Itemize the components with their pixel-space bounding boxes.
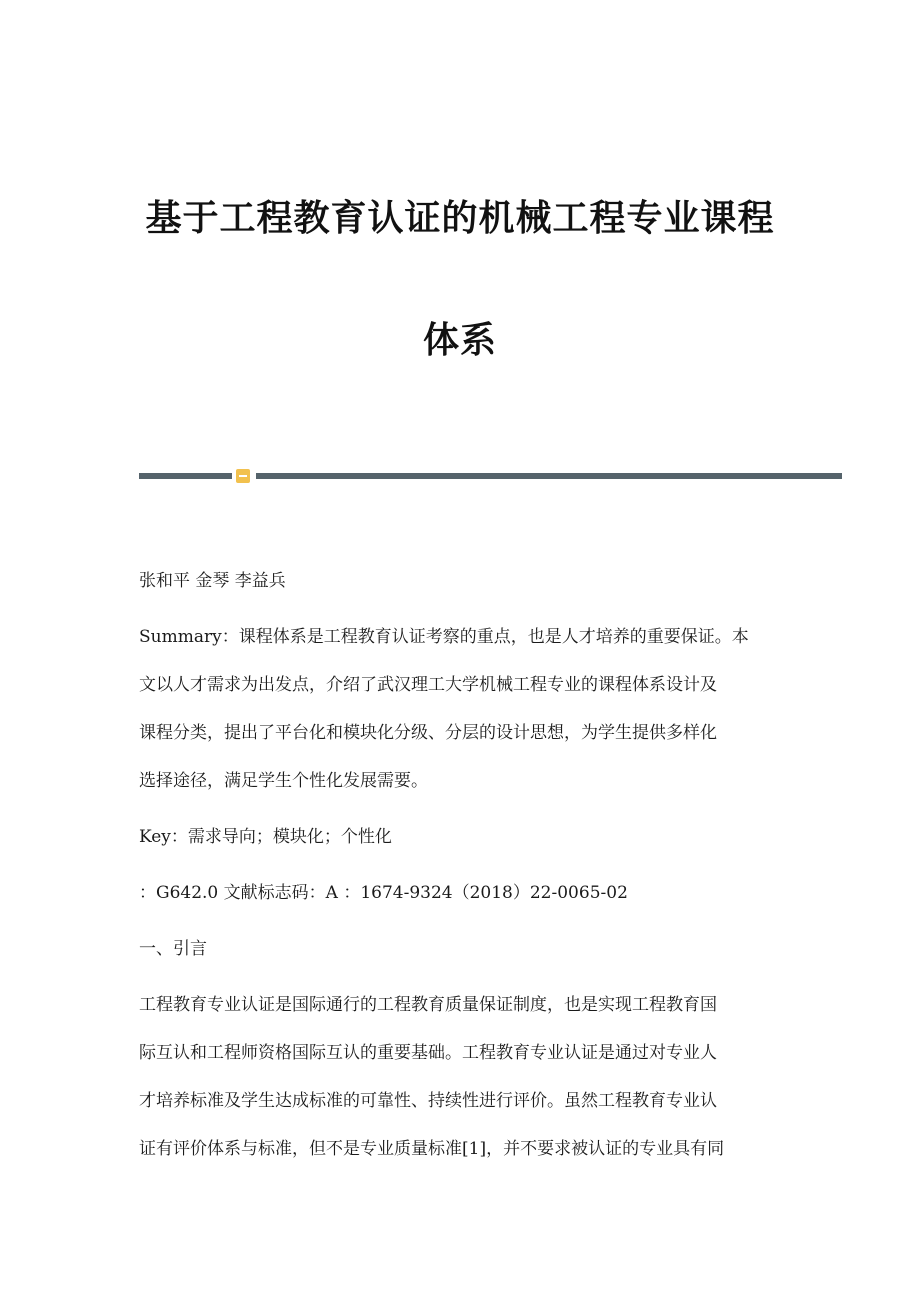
body-paragraph-line: 际互认和工程师资格国际互认的重要基础。工程教育专业认证是通过对专业人: [139, 1043, 717, 1063]
summary-line: 文以人才需求为出发点，介绍了武汉理工大学机械工程专业的课程体系设计及: [139, 675, 717, 695]
classification-codes: ：G642.0 文献标志码：A ：1674-9324（2018）22-0065-02: [139, 883, 628, 903]
keywords: Key：需求导向；模块化；个性化: [139, 827, 392, 847]
document-title-line-1: 基于工程教育认证的机械工程专业课程: [145, 198, 775, 239]
body-paragraph-line: 证有评价体系与标准，但不是专业质量标准[1]，并不要求被认证的专业具有同: [139, 1139, 725, 1159]
body-paragraph-line: 才培养标准及学生达成标准的可靠性、持续性进行评价。虽然工程教育专业认: [139, 1091, 717, 1111]
document-title-line-2: 体系: [422, 320, 497, 361]
author-list: 张和平 金琴 李益兵: [139, 571, 286, 591]
summary-line: 选择途径，满足学生个性化发展需要。: [139, 771, 428, 791]
divider-envelope-icon: [236, 469, 250, 483]
divider-bar-left: [139, 473, 232, 479]
summary-line: 课程分类，提出了平台化和模块化分级、分层的设计思想，为学生提供多样化: [139, 723, 717, 743]
section-heading-introduction: 一、引言: [139, 939, 207, 959]
summary-line: Summary：课程体系是工程教育认证考察的重点，也是人才培养的重要保证。本: [139, 627, 749, 647]
body-paragraph-line: 工程教育专业认证是国际通行的工程教育质量保证制度，也是实现工程教育国: [139, 995, 717, 1015]
divider-bar-right: [256, 473, 842, 479]
title-divider: [139, 469, 842, 483]
